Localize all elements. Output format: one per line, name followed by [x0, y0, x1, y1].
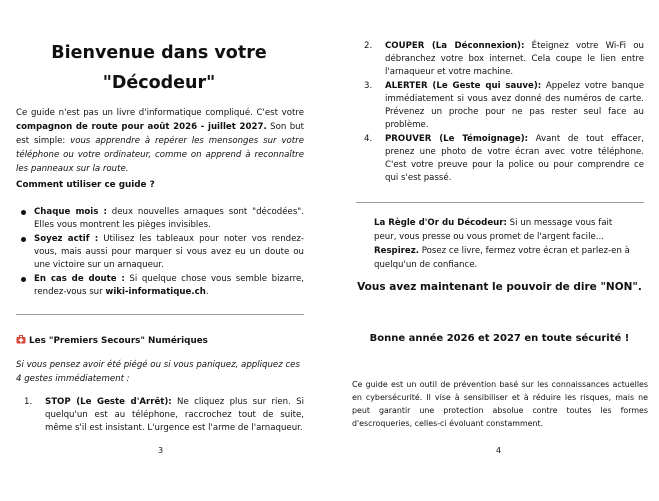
step-label: STOP (Le Geste d'Arrêt):	[45, 397, 172, 407]
step-number: 2.	[364, 41, 373, 51]
list-item	[364, 40, 644, 79]
list-item	[24, 396, 304, 435]
bullet-label: Soyez actif :	[34, 234, 99, 244]
step-number: 1.	[24, 397, 33, 407]
wiki-link[interactable]: wiki-informatique.ch	[105, 287, 206, 297]
disclaimer: Ce guide est un outil de prévention basé sur les connaissances actuelles en cybersécurité. Il vise à sensibiliser et à réduire les risques, mais ne peut garantir une protection absolue contre toutes les formes d'escroqueries, celles-ci évoluant constamment.	[352, 380, 648, 428]
breathe-text: Posez ce livre, fermez votre écran et parlez-en à quelqu'un de confiance.	[374, 246, 630, 270]
first-aid-heading	[16, 334, 208, 348]
first-aid-intro-text: Si vous pensez avoir été piégé ou si vous paniquez, appliquez ces 4 gestes immédiatement :	[16, 360, 300, 384]
steps-list-left	[24, 396, 304, 436]
divider	[16, 314, 304, 315]
intro-italic: vous apprendre à repérer les mensonges sur votre téléphone ou votre ordinateur, comme on apprend à reconnaître les panneaux sur la route.	[16, 136, 304, 174]
divider	[356, 202, 644, 203]
list-item	[16, 206, 304, 232]
list-item	[16, 233, 304, 272]
page-number-left: 3	[158, 446, 164, 455]
step-text: Ne cliquez plus sur rien. Si quelqu'un est au téléphone, raccrochez tout de suite, même s'il est insistant. L'urgence est l'arme de l'arnaqueur.	[45, 397, 304, 433]
golden-rule-text: Si un message vous fait peur, vous presse ou vous promet de l'argent facile...	[374, 218, 613, 242]
power-statement: Vous avez maintenant le pouvoir de dire "NON".	[357, 281, 642, 293]
new-year-wishes: Bonne année 2026 et 2027 en toute sécurité !	[369, 333, 630, 344]
intro-bold: compagnon de route pour août 2026 - juillet 2027.	[16, 122, 267, 132]
intro-paragraph	[16, 106, 304, 176]
list-item	[16, 273, 304, 299]
bullet-text: Si quelque chose vous semble bizarre, rendez-vous sur	[34, 274, 304, 297]
step-text: Avant de tout effacer, prenez une photo de votre écran avec votre téléphone. C'est votre preuve pour la police ou pour comprendre ce qui s'est passé.	[385, 134, 644, 183]
list-item	[364, 80, 644, 132]
intro-text-2: Son but est simple:	[16, 122, 304, 146]
step-text: Éteignez votre Wi-Fi ou débranchez votre box internet. Cela coupe le lien entre l'arnaqueur et votre machine.	[385, 41, 644, 77]
usage-list	[16, 206, 304, 300]
page-left	[0, 0, 318, 501]
first-aid-intro	[16, 358, 306, 386]
steps-list-right	[364, 40, 644, 186]
page-title-line1: Bienvenue dans votre	[51, 43, 267, 63]
first-aid-kit-icon	[16, 335, 26, 344]
step-number: 4.	[364, 134, 373, 144]
breathe-label: Respirez.	[374, 246, 419, 256]
bullet-text: .	[205, 287, 209, 297]
step-label: ALERTER (Le Geste qui sauve):	[385, 81, 542, 91]
golden-rule	[374, 216, 632, 272]
bullet-text: Utilisez les tableaux pour noter vos rendez-vous, mais aussi pour marquer si vous avez eu un doute ou une victoire sur un arnaqueur.	[34, 234, 304, 270]
intro-text: Ce guide n'est pas un livre d'informatique compliqué. C'est votre	[16, 108, 304, 118]
page-right	[340, 0, 659, 501]
step-label: PROUVER (Le Témoignage):	[385, 134, 529, 144]
page-number-right: 4	[496, 446, 502, 455]
page-title-line2: "Décodeur"	[102, 73, 216, 93]
bullet-label: En cas de doute :	[34, 274, 125, 284]
bullet-text: deux nouvelles arnaques sont "décodées". Elles vous montrent les pièges invisibles.	[34, 207, 304, 230]
how-to-heading: Comment utiliser ce guide ?	[16, 180, 155, 190]
step-number: 3.	[364, 81, 373, 91]
step-label: COUPER (La Déconnexion):	[385, 41, 525, 51]
step-text: Appelez votre banque immédiatement si vous avez donné des numéros de carte. Prévenez un proche pour ne pas rester seul face au problème.	[385, 81, 644, 130]
golden-rule-label: La Règle d'Or du Décodeur:	[374, 218, 507, 228]
list-item	[364, 133, 644, 185]
first-aid-heading-text: Les "Premiers Secours" Numériques	[29, 336, 208, 346]
bullet-label: Chaque mois :	[34, 207, 107, 217]
